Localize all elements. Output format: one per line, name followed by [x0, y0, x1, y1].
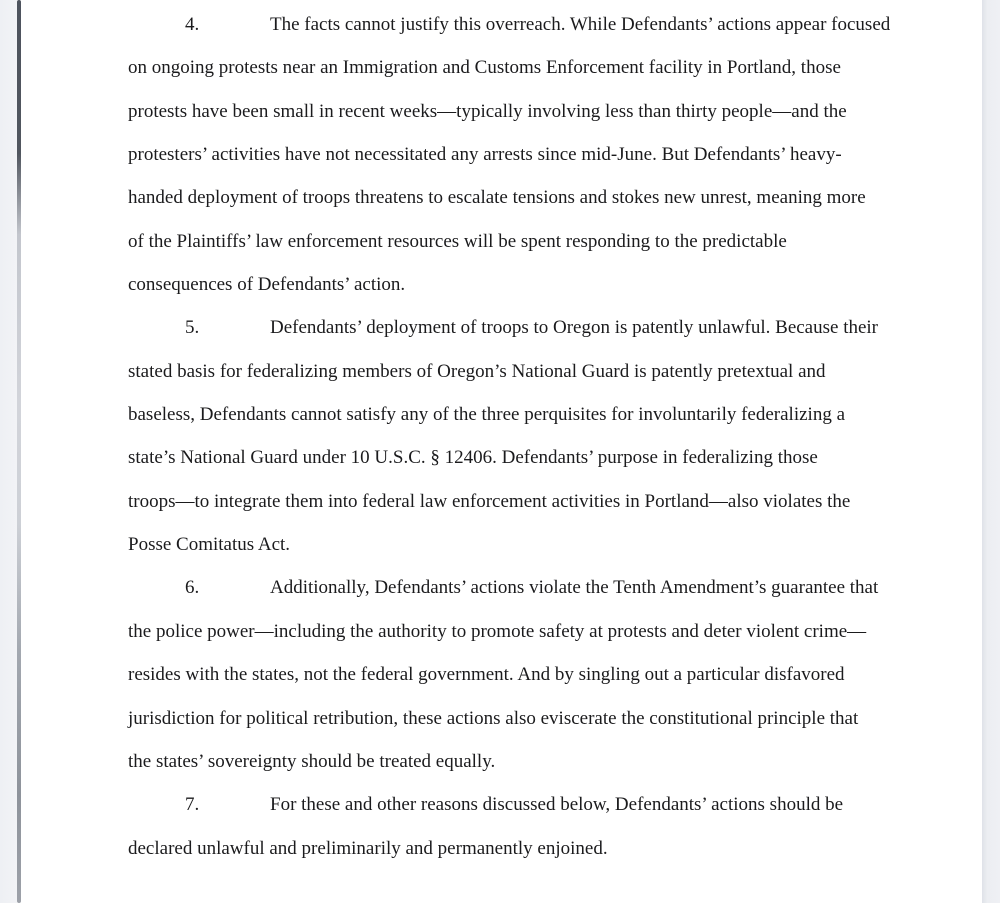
paragraph-4-line-2 — [128, 46, 888, 89]
paragraph-6-line-2 — [128, 610, 888, 653]
paragraph-7-line-1 — [128, 783, 888, 826]
paragraph-5-line-1 — [128, 306, 888, 349]
paragraph-6-line-5 — [128, 740, 888, 783]
paragraph-line-text: handed deployment of troops threatens to escalate tensions and stokes new unrest, meaning more — [128, 187, 866, 209]
paragraph-4-line-1 — [128, 3, 891, 46]
paragraph-line-text: The facts cannot justify this overreach. While Defendants’ actions appear focused — [270, 14, 891, 35]
paragraph-4-line-7 — [128, 263, 888, 306]
paragraph-line-text: jurisdiction for political retribution, these actions also eviscerate the constitutional principle that — [128, 707, 859, 729]
paragraph-line-text: troops—to integrate them into federal law enforcement activities in Portland—also violates the — [128, 490, 851, 512]
page-left-edge-line — [17, 0, 21, 903]
paragraph-number: 4. — [185, 14, 200, 35]
paragraph-5-line-4 — [128, 436, 888, 479]
paragraph-line-text: stated basis for federalizing members of Oregon’s National Guard is patently pretextual and — [128, 360, 826, 382]
paragraph-line-text: consequences of Defendants’ action. — [128, 274, 406, 296]
paragraph-6-line-1 — [128, 566, 888, 609]
paragraph-line-text: protests have been small in recent weeks—typically involving less than thirty people—and the — [128, 100, 847, 122]
paragraph-5-line-5 — [128, 480, 888, 523]
viewer-left-gutter — [0, 0, 17, 903]
paragraph-6-line-4 — [128, 697, 888, 740]
paragraph-4-line-4 — [128, 133, 888, 176]
paragraph-6-line-3 — [128, 653, 888, 696]
paragraph-line-text: baseless, Defendants cannot satisfy any of the three perquisites for involuntarily federalizing a — [128, 404, 846, 426]
paragraph-number: 5. — [185, 317, 200, 339]
paragraph-line-text: protesters’ activities have not necessitated any arrests since mid-June. But Defendants’ heavy- — [128, 144, 842, 166]
paragraph-line-text: Posse Comitatus Act. — [128, 534, 291, 556]
paragraph-number: 7. — [185, 794, 200, 816]
paragraph-5-line-6 — [128, 523, 888, 566]
paragraph-5-line-2 — [128, 350, 888, 393]
document-text — [128, 3, 891, 870]
paragraph-7-line-2 — [128, 827, 888, 870]
document-page — [21, 0, 982, 903]
paragraph-number: 6. — [185, 577, 200, 599]
paragraph-line-text: declared unlawful and preliminarily and permanently enjoined. — [128, 837, 608, 859]
paragraph-line-text: state’s National Guard under 10 U.S.C. § 12406. Defendants’ purpose in federalizing those — [128, 447, 818, 469]
paragraph-line-text: of the Plaintiffs’ law enforcement resources will be spent responding to the predictable — [128, 230, 787, 252]
paragraph-4-line-6 — [128, 220, 888, 263]
paragraph-line-text: Defendants’ deployment of troops to Oregon is patently unlawful. Because their — [270, 317, 879, 339]
paragraph-4-line-3 — [128, 90, 888, 133]
viewer-right-gutter — [982, 0, 1000, 903]
paragraph-line-text: Additionally, Defendants’ actions violate the Tenth Amendment’s guarantee that — [270, 577, 879, 599]
paragraph-line-text: on ongoing protests near an Immigration and Customs Enforcement facility in Portland, those — [128, 57, 841, 79]
paragraph-4-line-5 — [128, 176, 888, 219]
paragraph-line-text: the states’ sovereignty should be treated equally. — [128, 750, 496, 772]
paragraph-line-text: the police power—including the authority to promote safety at protests and deter violent crime— — [128, 620, 867, 642]
paragraph-line-text: For these and other reasons discussed below, Defendants’ actions should be — [270, 794, 844, 816]
paragraph-5-line-3 — [128, 393, 888, 436]
paragraph-line-text: resides with the states, not the federal government. And by singling out a particular disfavored — [128, 664, 845, 686]
